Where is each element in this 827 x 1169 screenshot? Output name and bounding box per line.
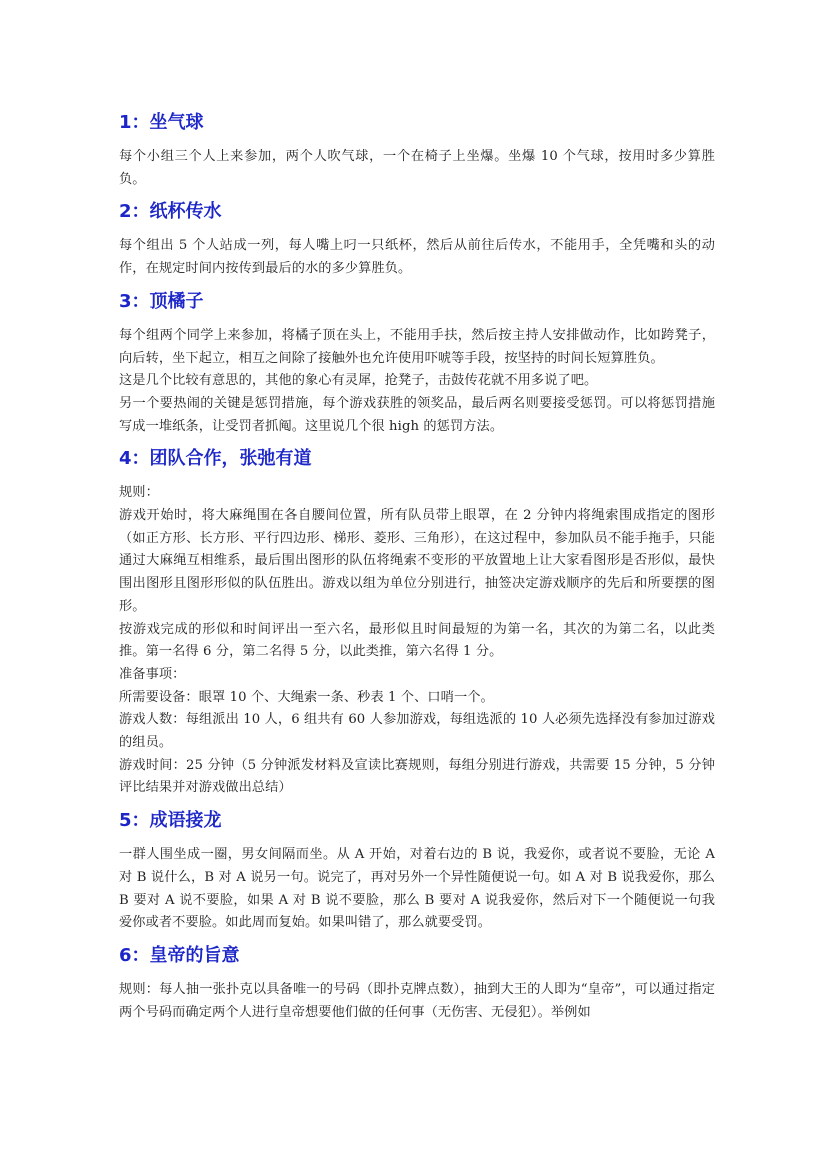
section-heading-3: 3：顶橘子	[119, 290, 204, 312]
section-number: 2	[119, 201, 132, 223]
paragraph: 每个组出 5 个人站成一列，每人嘴上叼一只纸杯，然后从前往后传水，不能用手，全凭嘴和头的动作，在规定时间内按传到最后的水的多少算胜负。	[119, 238, 715, 277]
paragraph: 所需要设备：眼罩 10 个、大绳索一条、秒表 1 个、口哨一个。	[119, 689, 494, 705]
paragraph: 规则：	[119, 485, 159, 501]
paragraph: 规则：每人抽一张扑克以具备唯一的号码（即扑克牌点数），抽到大王的人即为“皇帝”，可以通过指定两个号码而确定两个人进行皇帝想要他们做的任何事（无伤害、无侵犯）。举例如	[119, 981, 715, 1020]
paragraph: 另一个要热闹的关键是惩罚措施，每个游戏获胜的领奖品，最后两名则要接受惩罚。可以将惩罚措施写成一堆纸条，让受罚者抓阄。这里说几个很 high 的惩罚方法。	[119, 395, 715, 434]
document-page	[119, 108, 715, 1024]
paragraph: 一群人围坐成一圈，男女间隔而坐。从 A 开始，对着右边的 B 说，我爱你，或者说不要脸，无论 A 对 B 说什么，B 对 A 说另一句。说完了，再对另外一个异性随便说一句。如 A 对 B 说我爱你，那么 B 要对 A 说不要脸，如果 A 对 B 说不要脸，那么 B 要对 A 说我爱你，然后对下一个随便说一句我爱你或者不要脸。如此周而复始。如果叫错了，那么就要受罚。	[119, 847, 715, 931]
section-title: 顶橘子	[149, 290, 204, 312]
section-heading-6: 6：皇帝的旨意	[119, 944, 240, 966]
paragraph: 游戏开始时，将大麻绳围在各自腰间位置，所有队员带上眼罩，在 2 分钟内将绳索围成指定的图形（如正方形、长方形、平行四边形、梯形、菱形、三角形），在这过程中，参加队员不能手拖手，只能通过大麻绳互相维系，最后围出图形的队伍将绳索不变形的平放置地上让大家看图形是否形似，最快围出图形且图形形似的队伍胜出。游戏以组为单位分别进行，抽签决定游戏顺序的先后和所要摆的图形。	[119, 508, 715, 614]
section-heading-1: 1：坐气球	[119, 112, 204, 133]
paragraph: 游戏时间：25 分钟（5 分钟派发材料及宣读比赛规则，每组分别进行游戏，共需要 15 分钟，5 分钟评比结果并对游戏做出总结）	[119, 757, 715, 796]
paragraph: 每个小组三个人上来参加，两个人吹气球，一个在椅子上坐爆。坐爆 10 个气球，按用时多少算胜负。	[119, 149, 715, 187]
section-number: 3	[119, 290, 132, 312]
section-heading-4: 4：团队合作，张弛有道	[119, 448, 312, 470]
paragraph: 这是几个比较有意思的，其他的象心有灵犀，抢凳子，击鼓传花就不用多说了吧。	[119, 373, 598, 389]
section-number: 5	[119, 810, 132, 832]
section-number: 4	[119, 448, 132, 470]
section-title: 纸杯传水	[149, 201, 222, 223]
paragraph: 按游戏完成的形似和时间评出一至六名，最形似且时间最短的为第一名，其次的为第二名，以此类推。第一名得 6 分，第二名得 5 分，以此类推，第六名得 1 分。	[119, 621, 715, 660]
section-title: 团队合作，张弛有道	[149, 448, 312, 470]
section-title: 皇帝的旨意	[149, 944, 240, 966]
section-number: 1	[119, 112, 132, 133]
paragraph: 准备事项：	[119, 666, 186, 682]
section-heading-5: 5：成语接龙	[119, 810, 222, 832]
paragraph: 每个组两个同学上来参加，将橘子顶在头上，不能用手扶，然后按主持人安排做动作，比如跨凳子，向后转，坐下起立，相互之间除了接触外也允许使用吓唬等手段，按坚持的时间长短算胜负。	[119, 327, 715, 366]
section-number: 6	[119, 944, 132, 966]
paragraph: 游戏人数：每组派出 10 人，6 组共有 60 人参加游戏，每组选派的 10 人必须先选择没有参加过游戏的组员。	[119, 712, 715, 751]
section-heading-2: 2：纸杯传水	[119, 201, 222, 223]
section-title: 坐气球	[149, 112, 204, 133]
section-title: 成语接龙	[149, 810, 222, 832]
